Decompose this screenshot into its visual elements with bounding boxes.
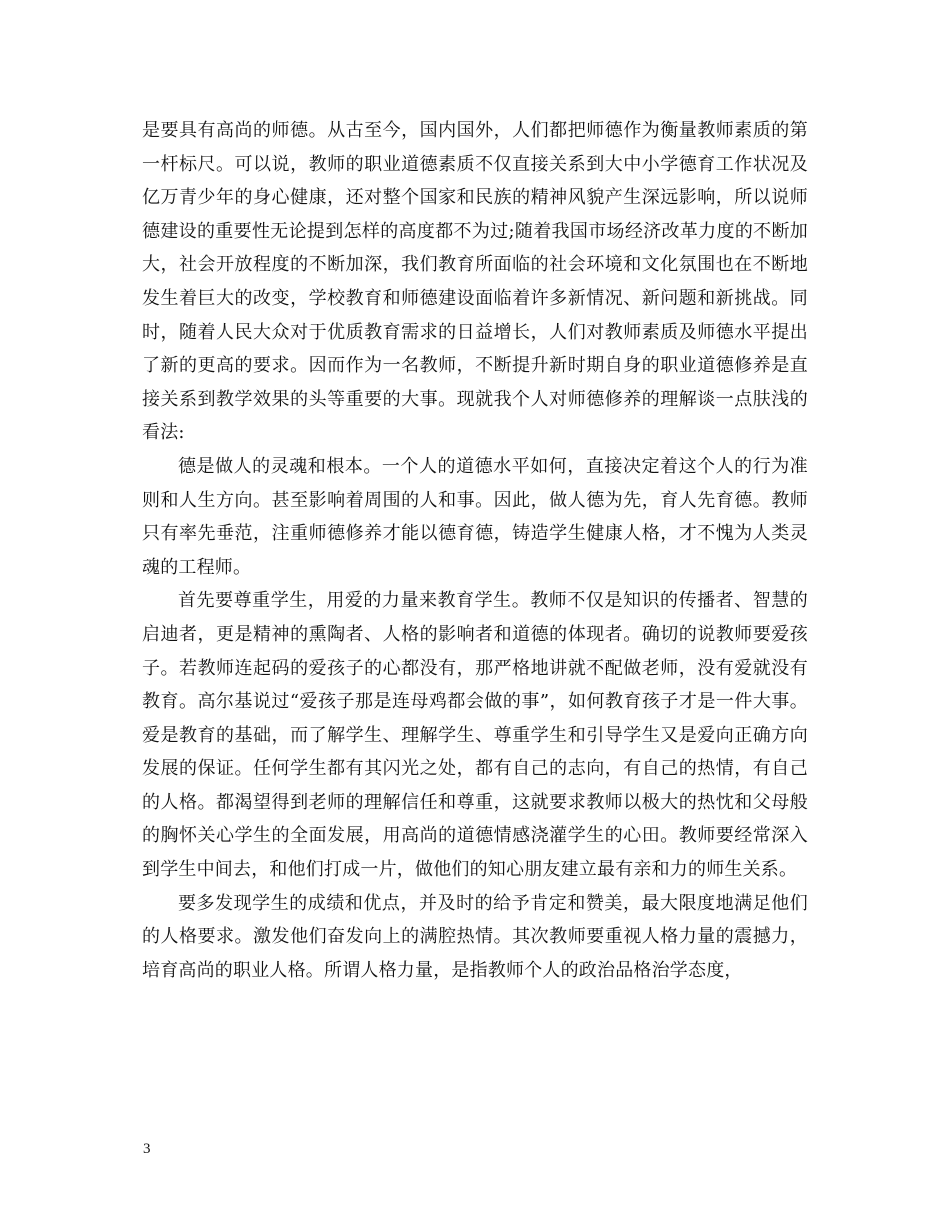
paragraph-4: 要多发现学生的成绩和优点，并及时的给予肯定和赞美，最大限度地满足他们的人格要求。激发他们奋发向上的满腔热情。其次教师要重视人格力量的震撼力，培育高尚的职业人格。所谓人格力量，是指教师个人的政治品格治学态度， <box>142 892 808 981</box>
page-number: 3 <box>143 1141 151 1157</box>
body-text <box>142 114 808 987</box>
paragraph-2: 德是做人的灵魂和根本。一个人的道德水平如何，直接决定着这个人的行为准则和人生方向。甚至影响着周围的人和事。因此，做人德为先，育人先育德。教师只有率先垂范，注重师德修养才能以德育德，铸造学生健康人格，才不愧为人类灵魂的工程师。 <box>142 455 808 578</box>
paragraph-3: 首先要尊重学生，用爱的力量来教育学生。教师不仅是知识的传播者、智慧的启迪者，更是精神的熏陶者、人格的影响者和道德的体现者。确切的说教师要爱孩子。若教师连起码的爱孩子的心都没有，那严格地讲就不配做老师，没有爱就没有教育。高尔基说过“爱孩子那是连母鸡都会做的事”，如何教育孩子才是一件大事。爱是教育的基础，而了解学生、理解学生、尊重学生和引导学生又是爱向正确方向发展的保证。任何学生都有其闪光之处，都有自己的志向，有自己的热情，有自己的人格。都渴望得到老师的理解信任和尊重，这就要求教师以极大的热忱和父母般的胸怀关心学生的全面发展，用高尚的道德情感浇灌学生的心田。教师要经常深入到学生中间去，和他们打成一片，做他们的知心朋友建立最有亲和力的师生关系。 <box>142 590 808 881</box>
paragraph-1: 是要具有高尚的师德。从古至今，国内国外，人们都把师德作为衡量教师素质的第一杆标尺。可以说，教师的职业道德素质不仅直接关系到大中小学德育工作状况及亿万青少年的身心健康，还对整个国家和民族的精神风貌产生深远影响，所以说师德建设的重要性无论提到怎样的高度都不为过;随着我国市场经济改革力度的不断加大，社会开放程度的不断加深，我们教育所面临的社会环境和文化氛围也在不断地发生着巨大的改变，学校教育和师德建设面临着许多新情况、新问题和新挑战。同时，随着人民大众对于优质教育需求的日益增长，人们对教师素质及师德水平提出了新的更高的要求。因而作为一名教师，不断提升新时期自身的职业道德修养是直接关系到教学效果的头等重要的大事。现就我个人对师德修养的理解谈一点肤浅的看法: <box>142 120 808 444</box>
